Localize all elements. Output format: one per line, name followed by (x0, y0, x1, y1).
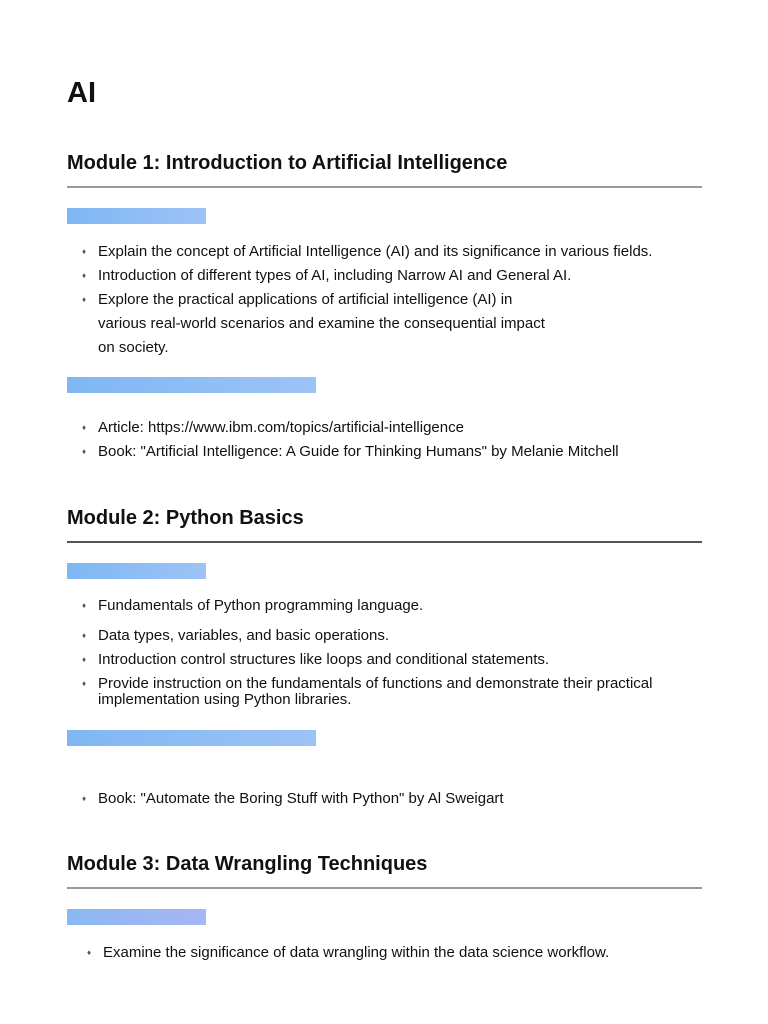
list-item (98, 288, 708, 360)
list-item (98, 787, 708, 811)
module-2-objectives-list (98, 594, 708, 712)
module-3-objectives-list (103, 941, 713, 965)
list-item (103, 941, 713, 965)
module-2-resources-list (98, 787, 708, 811)
module-3-title: Module 3: Data Wrangling Techniques (67, 853, 428, 875)
list-item-line: Explore the practical applications of artificial intelligence (AI) in (98, 291, 513, 308)
list-item-line: various real-world scenarios and examine the consequential impact (98, 315, 545, 332)
list-item-text: Data types, variables, and basic operations. (98, 627, 389, 644)
list-item (98, 648, 708, 672)
module-3-divider (67, 887, 702, 889)
module-1-objectives-list (98, 240, 708, 360)
module-1-objectives-highlight (67, 208, 206, 224)
module-3-objectives-highlight (67, 909, 206, 925)
list-item-text: Fundamentals of Python programming language. (98, 597, 424, 614)
module-2-resources-highlight (67, 730, 316, 746)
list-item (98, 240, 708, 264)
module-1-divider (67, 186, 702, 188)
list-item-line: implementation using Python libraries. (98, 691, 352, 708)
list-item-text: Introduction control structures like loops and conditional statements. (98, 651, 550, 668)
module-2-divider (67, 541, 702, 543)
module-1-title: Module 1: Introduction to Artificial Intelligence (67, 152, 508, 174)
module-2-title: Module 2: Python Basics (67, 507, 304, 529)
list-item (98, 264, 708, 288)
module-1-resources-list (98, 416, 708, 464)
list-item-text: Article: https://www.ibm.com/topics/artificial-intelligence (98, 419, 464, 436)
list-item-text: Book: "Automate the Boring Stuff with Python" by Al Sweigart (98, 790, 504, 807)
module-2-objectives-highlight (67, 563, 206, 579)
list-item-text: Explain the concept of Artificial Intelligence (AI) and its significance in various fields. (98, 243, 653, 260)
list-item-text: Examine the significance of data wrangling within the data science workflow. (103, 944, 610, 961)
page-title: AI (67, 77, 96, 109)
list-item (98, 440, 708, 464)
list-item (98, 416, 708, 440)
list-item-line: on society. (98, 339, 169, 356)
list-item (98, 594, 708, 618)
list-item-text: Introduction of different types of AI, including Narrow AI and General AI. (98, 267, 572, 284)
list-item (98, 672, 708, 712)
list-item (98, 624, 708, 648)
module-1-resources-highlight (67, 377, 316, 393)
list-item-line: Provide instruction on the fundamentals of functions and demonstrate their practical (98, 675, 653, 692)
list-item-text: Book: "Artificial Intelligence: A Guide for Thinking Humans" by Melanie Mitchell (98, 443, 619, 460)
